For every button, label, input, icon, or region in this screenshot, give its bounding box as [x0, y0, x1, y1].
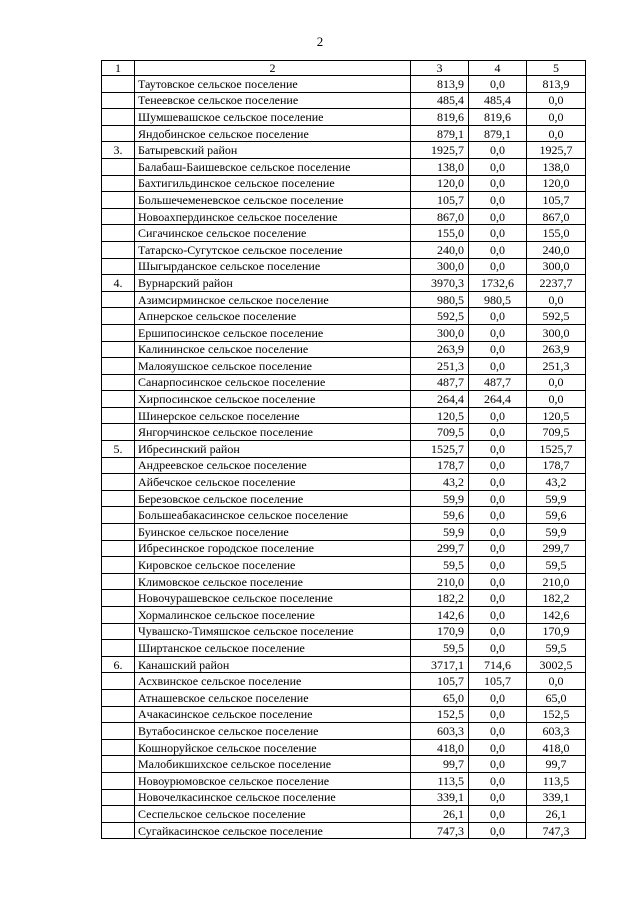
- settlement-row: [102, 557, 586, 574]
- row-index: [102, 208, 135, 225]
- row-index: [102, 374, 135, 391]
- row-part-b: 813,9: [527, 76, 586, 93]
- row-part-b: 592,5: [527, 308, 586, 325]
- row-part-a: 0,0: [469, 507, 527, 524]
- row-name: Хирпосинское сельское поселение: [135, 391, 411, 408]
- row-index: [102, 739, 135, 756]
- row-name: Айбечское сельское поселение: [135, 474, 411, 491]
- row-name: Хормалинское сельское поселение: [135, 607, 411, 624]
- row-part-b: 0,0: [527, 109, 586, 126]
- row-total: 867,0: [411, 208, 469, 225]
- row-part-b: 155,0: [527, 225, 586, 242]
- row-name: Новоурюмовское сельское поселение: [135, 772, 411, 789]
- row-name: Малобикшихское сельское поселение: [135, 756, 411, 773]
- row-index: [102, 291, 135, 308]
- settlement-row: [102, 789, 586, 806]
- settlement-row: [102, 507, 586, 524]
- row-name: Татарско-Сугутское сельское поселение: [135, 241, 411, 258]
- row-total: 339,1: [411, 789, 469, 806]
- row-total: 59,5: [411, 557, 469, 574]
- row-part-b: 0,0: [527, 391, 586, 408]
- settlement-row: [102, 76, 586, 93]
- row-total: 813,9: [411, 76, 469, 93]
- row-total: 152,5: [411, 706, 469, 723]
- row-part-b: 1525,7: [527, 441, 586, 458]
- row-part-b: 709,5: [527, 424, 586, 441]
- row-index: [102, 623, 135, 640]
- row-part-b: 300,0: [527, 258, 586, 275]
- row-index: [102, 192, 135, 209]
- row-part-b: 120,0: [527, 175, 586, 192]
- row-total: 603,3: [411, 723, 469, 740]
- row-index: 4.: [102, 275, 135, 292]
- row-name: Новоахпердинское сельское поселение: [135, 208, 411, 225]
- row-name: Балабаш-Баишевское сельское поселение: [135, 158, 411, 175]
- row-name: Ершипосинское сельское поселение: [135, 324, 411, 341]
- row-total: 3970,3: [411, 275, 469, 292]
- settlement-row: [102, 573, 586, 590]
- settlement-row: [102, 806, 586, 823]
- row-part-b: 59,9: [527, 490, 586, 507]
- row-total: 59,5: [411, 640, 469, 657]
- row-total: 26,1: [411, 806, 469, 823]
- row-total: 43,2: [411, 474, 469, 491]
- row-name: Асхвинское сельское поселение: [135, 673, 411, 690]
- row-part-b: 65,0: [527, 689, 586, 706]
- row-total: 251,3: [411, 358, 469, 375]
- page-number: 2: [316, 34, 324, 49]
- row-part-a: 0,0: [469, 424, 527, 441]
- row-total: 142,6: [411, 607, 469, 624]
- row-part-a: 0,0: [469, 341, 527, 358]
- row-part-a: 0,0: [469, 308, 527, 325]
- settlement-row: [102, 457, 586, 474]
- settlement-row: [102, 490, 586, 507]
- row-index: [102, 723, 135, 740]
- row-part-b: 3002,5: [527, 656, 586, 673]
- row-part-a: 0,0: [469, 640, 527, 657]
- row-name: Ширтанское сельское поселение: [135, 640, 411, 657]
- column-header: 5: [527, 61, 586, 76]
- row-index: [102, 607, 135, 624]
- row-part-b: 59,5: [527, 557, 586, 574]
- row-name: Калининское сельское поселение: [135, 341, 411, 358]
- row-part-b: 59,6: [527, 507, 586, 524]
- row-part-a: 105,7: [469, 673, 527, 690]
- row-name: Шумшевашское сельское поселение: [135, 109, 411, 126]
- settlement-row: [102, 175, 586, 192]
- row-name: Кировское сельское поселение: [135, 557, 411, 574]
- row-part-a: 0,0: [469, 806, 527, 823]
- row-index: [102, 158, 135, 175]
- row-part-b: 178,7: [527, 457, 586, 474]
- row-index: [102, 474, 135, 491]
- row-name: Чувашско-Тимяшское сельское поселение: [135, 623, 411, 640]
- row-name: Тенеевское сельское поселение: [135, 92, 411, 109]
- row-part-a: 714,6: [469, 656, 527, 673]
- row-part-b: 120,5: [527, 407, 586, 424]
- row-index: [102, 706, 135, 723]
- row-part-a: 0,0: [469, 158, 527, 175]
- row-part-a: 980,5: [469, 291, 527, 308]
- row-part-a: 0,0: [469, 76, 527, 93]
- column-number-row: [102, 61, 586, 76]
- settlement-row: [102, 689, 586, 706]
- settlement-row: [102, 424, 586, 441]
- settlement-row: [102, 822, 586, 839]
- district-row: [102, 441, 586, 458]
- district-row: [102, 656, 586, 673]
- row-part-b: 251,3: [527, 358, 586, 375]
- row-total: 105,7: [411, 192, 469, 209]
- row-part-a: 0,0: [469, 457, 527, 474]
- row-name: Ачакасинское сельское поселение: [135, 706, 411, 723]
- row-index: [102, 490, 135, 507]
- row-total: 59,9: [411, 524, 469, 541]
- row-total: 747,3: [411, 822, 469, 839]
- row-index: [102, 557, 135, 574]
- row-part-b: 182,2: [527, 590, 586, 607]
- row-total: 299,7: [411, 540, 469, 557]
- row-part-a: 0,0: [469, 324, 527, 341]
- settlement-row: [102, 706, 586, 723]
- row-part-b: 0,0: [527, 374, 586, 391]
- row-name: Атнашевское сельское поселение: [135, 689, 411, 706]
- row-total: 418,0: [411, 739, 469, 756]
- row-name: Шыгырданское сельское поселение: [135, 258, 411, 275]
- row-part-a: 0,0: [469, 590, 527, 607]
- row-part-b: 299,7: [527, 540, 586, 557]
- settlement-row: [102, 474, 586, 491]
- settlement-row: [102, 208, 586, 225]
- row-index: [102, 756, 135, 773]
- row-part-b: 1925,7: [527, 142, 586, 159]
- column-header: 3: [411, 61, 469, 76]
- row-name: Апнерское сельское поселение: [135, 308, 411, 325]
- row-part-a: 0,0: [469, 739, 527, 756]
- row-part-b: 59,9: [527, 524, 586, 541]
- row-part-a: 485,4: [469, 92, 527, 109]
- row-total: 59,9: [411, 490, 469, 507]
- column-header: 4: [469, 61, 527, 76]
- row-part-a: 0,0: [469, 772, 527, 789]
- row-total: 1525,7: [411, 441, 469, 458]
- row-index: [102, 573, 135, 590]
- row-index: [102, 457, 135, 474]
- row-part-b: 99,7: [527, 756, 586, 773]
- row-name: Березовское сельское поселение: [135, 490, 411, 507]
- row-total: 3717,1: [411, 656, 469, 673]
- row-index: [102, 391, 135, 408]
- settlement-row: [102, 723, 586, 740]
- row-part-a: 0,0: [469, 474, 527, 491]
- row-part-a: 0,0: [469, 706, 527, 723]
- row-part-a: 0,0: [469, 524, 527, 541]
- settlement-row: [102, 739, 586, 756]
- settlement-row: [102, 125, 586, 142]
- settlement-row: [102, 109, 586, 126]
- row-name: Ибресинский район: [135, 441, 411, 458]
- row-part-a: 0,0: [469, 540, 527, 557]
- row-name: Кошноруйское сельское поселение: [135, 739, 411, 756]
- row-part-b: 300,0: [527, 324, 586, 341]
- row-part-a: 0,0: [469, 557, 527, 574]
- settlement-row: [102, 607, 586, 624]
- row-index: [102, 358, 135, 375]
- row-total: 99,7: [411, 756, 469, 773]
- settlement-row: [102, 158, 586, 175]
- row-index: [102, 109, 135, 126]
- row-name: Таутовское сельское поселение: [135, 76, 411, 93]
- row-name: Вурнарский район: [135, 275, 411, 292]
- row-index: [102, 772, 135, 789]
- settlement-row: [102, 540, 586, 557]
- row-part-b: 603,3: [527, 723, 586, 740]
- row-name: Бахтигильдинское сельское поселение: [135, 175, 411, 192]
- budget-table: [101, 60, 586, 839]
- row-name: Ибресинское городское поселение: [135, 540, 411, 557]
- settlement-row: [102, 623, 586, 640]
- row-total: 300,0: [411, 258, 469, 275]
- row-part-a: 0,0: [469, 573, 527, 590]
- row-part-a: 1732,6: [469, 275, 527, 292]
- row-part-b: 2237,7: [527, 275, 586, 292]
- row-name: Шинерское сельское поселение: [135, 407, 411, 424]
- row-name: Сигачинское сельское поселение: [135, 225, 411, 242]
- row-part-b: 240,0: [527, 241, 586, 258]
- row-part-b: 152,5: [527, 706, 586, 723]
- row-index: [102, 324, 135, 341]
- row-part-b: 0,0: [527, 92, 586, 109]
- settlement-row: [102, 291, 586, 308]
- column-header: 1: [102, 61, 135, 76]
- row-part-b: 210,0: [527, 573, 586, 590]
- row-total: 182,2: [411, 590, 469, 607]
- row-total: 65,0: [411, 689, 469, 706]
- row-name: Буинское сельское поселение: [135, 524, 411, 541]
- row-total: 210,0: [411, 573, 469, 590]
- row-part-b: 170,9: [527, 623, 586, 640]
- row-part-a: 0,0: [469, 142, 527, 159]
- row-index: [102, 258, 135, 275]
- row-part-b: 263,9: [527, 341, 586, 358]
- row-part-b: 0,0: [527, 673, 586, 690]
- row-total: 178,7: [411, 457, 469, 474]
- row-part-a: 264,4: [469, 391, 527, 408]
- row-name: Новочелкасинское сельское поселение: [135, 789, 411, 806]
- settlement-row: [102, 241, 586, 258]
- row-total: 170,9: [411, 623, 469, 640]
- row-part-a: 0,0: [469, 407, 527, 424]
- row-index: [102, 175, 135, 192]
- settlement-row: [102, 640, 586, 657]
- row-name: Канашский район: [135, 656, 411, 673]
- row-index: [102, 822, 135, 839]
- settlement-row: [102, 92, 586, 109]
- row-index: [102, 308, 135, 325]
- row-part-a: 0,0: [469, 607, 527, 624]
- row-index: [102, 407, 135, 424]
- row-total: 138,0: [411, 158, 469, 175]
- row-part-b: 747,3: [527, 822, 586, 839]
- row-index: [102, 125, 135, 142]
- settlement-row: [102, 225, 586, 242]
- row-part-b: 105,7: [527, 192, 586, 209]
- row-index: 6.: [102, 656, 135, 673]
- row-name: Вутабосинское сельское поселение: [135, 723, 411, 740]
- row-name: Сеспельское сельское поселение: [135, 806, 411, 823]
- settlement-row: [102, 324, 586, 341]
- row-name: Большеабакасинское сельское поселение: [135, 507, 411, 524]
- row-index: 3.: [102, 142, 135, 159]
- row-part-a: 0,0: [469, 358, 527, 375]
- row-index: [102, 507, 135, 524]
- settlement-row: [102, 258, 586, 275]
- row-part-b: 142,6: [527, 607, 586, 624]
- district-row: [102, 142, 586, 159]
- row-part-a: 0,0: [469, 225, 527, 242]
- row-name: Малояушское сельское поселение: [135, 358, 411, 375]
- row-total: 1925,7: [411, 142, 469, 159]
- row-part-a: 487,7: [469, 374, 527, 391]
- row-part-b: 26,1: [527, 806, 586, 823]
- settlement-row: [102, 524, 586, 541]
- settlement-row: [102, 374, 586, 391]
- row-index: [102, 341, 135, 358]
- settlement-row: [102, 308, 586, 325]
- row-part-b: 0,0: [527, 125, 586, 142]
- district-row: [102, 275, 586, 292]
- row-index: [102, 689, 135, 706]
- row-total: 709,5: [411, 424, 469, 441]
- row-name: Батыревский район: [135, 142, 411, 159]
- settlement-row: [102, 192, 586, 209]
- settlement-row: [102, 590, 586, 607]
- row-part-a: 0,0: [469, 689, 527, 706]
- row-index: [102, 241, 135, 258]
- row-name: Климовское сельское поселение: [135, 573, 411, 590]
- row-part-b: 138,0: [527, 158, 586, 175]
- column-header: 2: [135, 61, 411, 76]
- row-name: Новочурашевское сельское поселение: [135, 590, 411, 607]
- settlement-row: [102, 358, 586, 375]
- row-name: Яндобинское сельское поселение: [135, 125, 411, 142]
- row-part-b: 867,0: [527, 208, 586, 225]
- row-index: [102, 590, 135, 607]
- row-total: 879,1: [411, 125, 469, 142]
- row-part-a: 0,0: [469, 756, 527, 773]
- row-part-a: 0,0: [469, 175, 527, 192]
- row-part-a: 0,0: [469, 241, 527, 258]
- row-index: [102, 225, 135, 242]
- row-part-b: 339,1: [527, 789, 586, 806]
- row-part-a: 0,0: [469, 789, 527, 806]
- row-total: 485,4: [411, 92, 469, 109]
- row-total: 113,5: [411, 772, 469, 789]
- row-index: [102, 673, 135, 690]
- row-total: 120,5: [411, 407, 469, 424]
- settlement-row: [102, 407, 586, 424]
- settlement-row: [102, 673, 586, 690]
- row-index: [102, 540, 135, 557]
- row-index: [102, 524, 135, 541]
- row-part-a: 0,0: [469, 441, 527, 458]
- row-part-a: 879,1: [469, 125, 527, 142]
- settlement-row: [102, 341, 586, 358]
- row-index: [102, 424, 135, 441]
- row-total: 59,6: [411, 507, 469, 524]
- settlement-row: [102, 756, 586, 773]
- row-total: 240,0: [411, 241, 469, 258]
- row-total: 980,5: [411, 291, 469, 308]
- row-index: [102, 92, 135, 109]
- row-total: 264,4: [411, 391, 469, 408]
- row-part-a: 0,0: [469, 822, 527, 839]
- row-name: Янгорчинское сельское поселение: [135, 424, 411, 441]
- settlement-row: [102, 772, 586, 789]
- row-part-a: 0,0: [469, 258, 527, 275]
- row-part-a: 0,0: [469, 208, 527, 225]
- row-part-b: 0,0: [527, 291, 586, 308]
- row-part-a: 0,0: [469, 723, 527, 740]
- row-part-b: 59,5: [527, 640, 586, 657]
- row-part-a: 0,0: [469, 623, 527, 640]
- row-total: 155,0: [411, 225, 469, 242]
- row-part-b: 43,2: [527, 474, 586, 491]
- row-index: [102, 640, 135, 657]
- row-index: 5.: [102, 441, 135, 458]
- row-index: [102, 76, 135, 93]
- settlement-row: [102, 391, 586, 408]
- row-part-b: 418,0: [527, 739, 586, 756]
- row-part-a: 0,0: [469, 490, 527, 507]
- row-part-a: 819,6: [469, 109, 527, 126]
- row-name: Андреевское сельское поселение: [135, 457, 411, 474]
- row-total: 300,0: [411, 324, 469, 341]
- row-name: Сугайкасинское сельское поселение: [135, 822, 411, 839]
- row-name: Санарпосинское сельское поселение: [135, 374, 411, 391]
- row-part-a: 0,0: [469, 192, 527, 209]
- row-total: 263,9: [411, 341, 469, 358]
- row-index: [102, 806, 135, 823]
- row-part-b: 113,5: [527, 772, 586, 789]
- row-index: [102, 789, 135, 806]
- row-total: 592,5: [411, 308, 469, 325]
- row-name: Азимсирминское сельское поселение: [135, 291, 411, 308]
- row-name: Большечеменевское сельское поселение: [135, 192, 411, 209]
- row-total: 120,0: [411, 175, 469, 192]
- row-total: 105,7: [411, 673, 469, 690]
- row-total: 487,7: [411, 374, 469, 391]
- row-total: 819,6: [411, 109, 469, 126]
